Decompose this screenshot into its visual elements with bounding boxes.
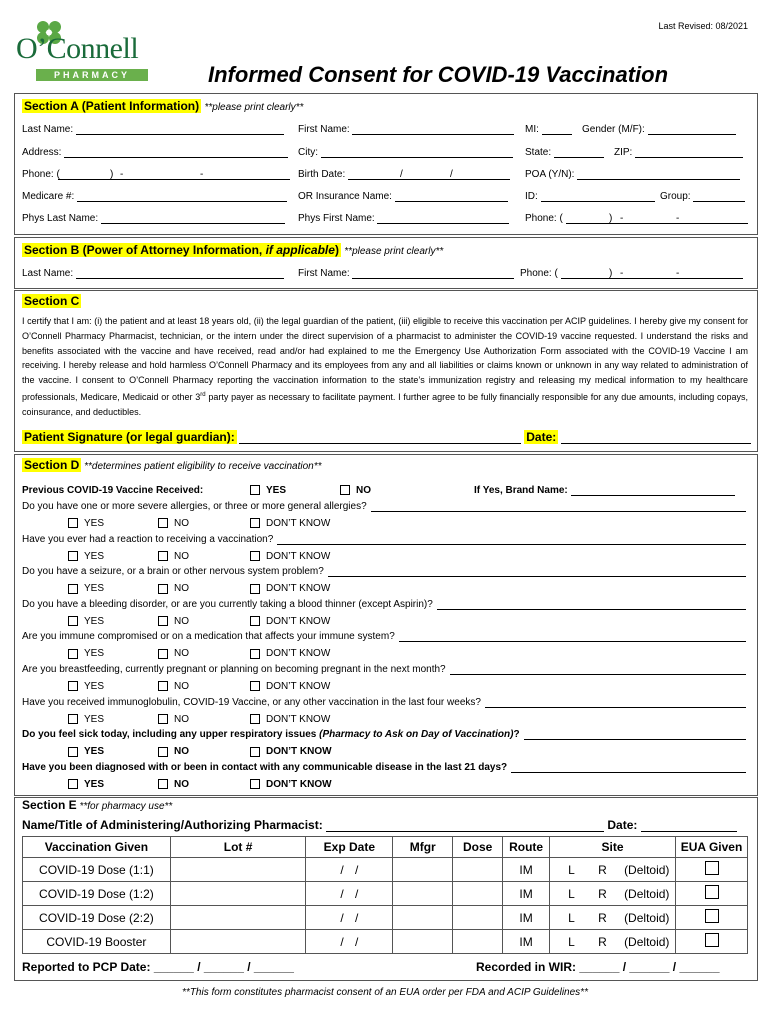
question-answer-line[interactable]	[485, 697, 746, 708]
pharmacist-date-label: Date:	[607, 818, 638, 832]
site-label: (Deltoid)	[624, 862, 670, 877]
option-dont-know: DON’T KNOW	[250, 551, 330, 562]
section-c-title: Section C	[24, 294, 80, 308]
wir-date-field[interactable]: ______ / ______ / ______	[579, 960, 720, 974]
dont-know-checkbox[interactable]	[250, 584, 260, 594]
phone-dash-1: -	[120, 169, 124, 180]
site-label: (Deltoid)	[624, 934, 670, 949]
mfgr-cell[interactable]	[393, 930, 453, 954]
question-text: Have you received immunoglobulin, COVID-19 Vaccine, or any other vaccination in the last four weeks?	[22, 696, 481, 708]
medicare-label: Medicare #:	[22, 191, 75, 202]
question-answer-line[interactable]	[524, 729, 746, 740]
zip-field[interactable]	[635, 147, 743, 158]
yes-checkbox[interactable]	[68, 551, 78, 561]
dont-know-checkbox[interactable]	[250, 714, 260, 724]
no-checkbox[interactable]	[158, 714, 168, 724]
question-text: Have you been diagnosed with or been in contact with any communicable disease in the last 21 days?	[22, 761, 508, 773]
question-answer-line[interactable]	[328, 566, 746, 577]
section-c-header	[22, 294, 81, 308]
option-yes: YES	[68, 616, 104, 627]
mi-label: MI:	[525, 124, 539, 135]
question-row	[22, 697, 746, 711]
site-l[interactable]: L	[568, 862, 575, 877]
exp-cell[interactable]: / /	[306, 906, 393, 930]
birth-date-label: Birth Date:	[298, 169, 346, 180]
option-no: NO	[158, 583, 189, 594]
section-b-note: **please print clearly**	[344, 246, 444, 257]
option-no: NO	[158, 616, 189, 627]
pcp-date-field[interactable]: ______ / ______ / ______	[153, 960, 294, 974]
section-a-note: **please print clearly**	[204, 102, 304, 113]
dont-know-checkbox[interactable]	[250, 779, 260, 789]
table-row	[23, 930, 748, 954]
question-answer-line[interactable]	[371, 501, 746, 512]
eua-cell	[676, 858, 748, 882]
phys-phone-paren: )	[609, 213, 613, 224]
col-site: Site	[550, 837, 676, 858]
yes-checkbox[interactable]	[68, 616, 78, 626]
section-e-note: **for pharmacy use**	[79, 801, 173, 812]
question-text: Are you immune compromised or on a medication that affects your immune system?	[22, 631, 395, 643]
phone-dash-2: -	[200, 169, 204, 180]
section-e-title: Section E	[22, 798, 77, 812]
poa-phone-label: Phone: (	[520, 268, 558, 279]
poa-last-name-field[interactable]	[76, 268, 284, 279]
option-yes: YES	[68, 714, 104, 725]
option-no: NO	[158, 551, 189, 562]
brand-label: If Yes, Brand Name:	[474, 485, 568, 496]
prev-no-checkbox[interactable]	[340, 485, 350, 495]
route-cell: IM	[503, 906, 550, 930]
dont-know-checkbox[interactable]	[250, 551, 260, 561]
gender-field[interactable]	[648, 124, 736, 135]
dose-cell[interactable]	[453, 906, 503, 930]
phone-label: Phone: (	[22, 169, 60, 180]
state-label: State:	[525, 147, 552, 158]
mfgr-cell[interactable]	[393, 858, 453, 882]
yes-checkbox[interactable]	[68, 649, 78, 659]
option-dont-know: DON’T KNOW	[250, 681, 330, 692]
col-eua: EUA Given	[676, 837, 748, 858]
no-checkbox[interactable]	[158, 616, 168, 626]
section-d-note: **determines patient eligibility to receive vaccination**	[84, 461, 322, 472]
dont-know-checkbox[interactable]	[250, 681, 260, 691]
yes-checkbox[interactable]	[68, 714, 78, 724]
question-answer-line[interactable]	[399, 631, 746, 642]
yes-checkbox[interactable]	[68, 681, 78, 691]
option-yes: YES	[68, 648, 104, 659]
site-r[interactable]: R	[598, 934, 607, 949]
poa-first-name-label: First Name:	[298, 268, 350, 279]
logo-subtitle: PHARMACY	[36, 69, 148, 81]
phys-last-field[interactable]	[101, 213, 285, 224]
section-a-title: Section A (Patient Information)	[24, 99, 200, 113]
signature-field[interactable]	[239, 431, 521, 444]
no-checkbox[interactable]	[158, 681, 168, 691]
site-label: (Deltoid)	[624, 910, 670, 925]
signature-date-label: Date:	[526, 430, 557, 444]
address-label: Address:	[22, 147, 62, 158]
yes-checkbox[interactable]	[68, 518, 78, 528]
col-dose: Dose	[453, 837, 503, 858]
dont-know-checkbox[interactable]	[250, 649, 260, 659]
section-e-header	[22, 798, 172, 812]
option-yes: YES	[68, 779, 104, 790]
question-text: Do you feel sick today, including any upper respiratory issues (Pharmacy to Ask on Day of Vaccination)?	[22, 729, 520, 741]
vaccine-name: COVID-19 Dose (1:1)	[23, 858, 171, 882]
phys-phone-label: Phone: (	[525, 213, 563, 224]
vaccine-name: COVID-19 Booster	[23, 930, 171, 954]
exp-cell[interactable]: / /	[306, 882, 393, 906]
site-r[interactable]: R	[598, 886, 607, 901]
question-text: Do you have a seizure, or a brain or other nervous system problem?	[22, 566, 324, 578]
brand-field[interactable]	[571, 485, 735, 496]
exp-cell[interactable]: / /	[306, 930, 393, 954]
question-text: Do you have a bleeding disorder, or are you currently taking a blood thinner (except Aspirin)?	[22, 598, 433, 610]
prev-no-label: NO	[356, 485, 371, 496]
no-checkbox[interactable]	[158, 551, 168, 561]
prev-vaccine-row	[22, 485, 746, 499]
site-l[interactable]: L	[568, 886, 575, 901]
mfgr-cell[interactable]	[393, 906, 453, 930]
logo-name: O’Connell	[16, 32, 139, 65]
eua-checkbox[interactable]	[705, 885, 719, 899]
phys-last-label: Phys Last Name:	[22, 213, 99, 224]
row-insurance	[22, 191, 746, 205]
question-text: Do you have one or more severe allergies, or three or more general allergies?	[22, 501, 367, 512]
question-row	[22, 501, 746, 515]
state-field[interactable]	[554, 147, 604, 158]
question-answer-line[interactable]	[277, 534, 746, 545]
birth-slash-2: /	[450, 169, 453, 180]
site-cell	[550, 906, 676, 930]
row-physician	[22, 213, 746, 227]
dont-know-checkbox[interactable]	[250, 616, 260, 626]
gender-label: Gender (M/F):	[582, 124, 645, 135]
page-title: Informed Consent for COVID-19 Vaccination	[208, 62, 669, 87]
row-poa	[22, 268, 746, 282]
site-cell	[550, 858, 676, 882]
section-b-title: Section B (Power of Attorney Information, if applicable)	[24, 243, 339, 257]
question-answer-line[interactable]	[437, 599, 746, 610]
section-d-header	[22, 458, 321, 472]
route-cell: IM	[503, 882, 550, 906]
consent-text: I certify that I am: (i) the patient and at least 18 years old, (ii) the legal guardian of the patient, (iii) eligible to receive this vaccination per ACIP guidelines. I hereby give my consent for O’Connell Pharmacy Pharmacist, technician, or the intern under the direct supervision of a pharmacist to administer the COVID-19 vaccine requested. I understand the risks and benefits associated with the vaccine and have received, read and/or had explained to me the Emergency Use Authorization Form associated with the COVID-19 Vaccine I am receiving. I hereby release and hold harmless O’Connell Pharmacy and its employees from any and all liabilities or claims known or unknown in any way related to administration of the vaccine. I consent to O’Connell Pharmacy reporting the vaccination information to the state’s immunization registry and releasing my medical information to my healthcare professionals, Medicare, Medicaid or other 3rd party payer as necessary to facilitate payment. I further agree to be fully financially responsible for any due amounts, including copays, coinsurance, and deductibles.	[22, 316, 748, 417]
phys-phone-dash-2: -	[676, 213, 680, 224]
eua-checkbox[interactable]	[705, 933, 719, 947]
eua-cell	[676, 882, 748, 906]
vaccination-table	[22, 836, 748, 954]
dose-cell[interactable]	[453, 882, 503, 906]
lot-cell[interactable]	[170, 858, 306, 882]
dont-know-checkbox[interactable]	[250, 518, 260, 528]
birth-slash-1: /	[400, 169, 403, 180]
first-name-field[interactable]	[352, 124, 514, 135]
route-cell: IM	[503, 930, 550, 954]
insurance-label: OR Insurance Name:	[298, 191, 392, 202]
no-checkbox[interactable]	[158, 779, 168, 789]
question-answer-line[interactable]	[450, 664, 746, 675]
site-cell	[550, 882, 676, 906]
eua-cell	[676, 930, 748, 954]
option-no: NO	[158, 681, 189, 692]
question-row	[22, 599, 746, 613]
medicare-field[interactable]	[77, 191, 287, 202]
row-address	[22, 147, 746, 161]
prev-vaccine-label: Previous COVID-19 Vaccine Received:	[22, 485, 204, 496]
lot-cell[interactable]	[170, 882, 306, 906]
question-row	[22, 631, 746, 645]
route-cell: IM	[503, 858, 550, 882]
table-row	[23, 858, 748, 882]
option-dont-know: DON’T KNOW	[250, 746, 332, 757]
question-row	[22, 566, 746, 580]
insurance-field[interactable]	[395, 191, 508, 202]
col-vaccination: Vaccination Given	[23, 837, 171, 858]
dose-cell[interactable]	[453, 930, 503, 954]
id-field[interactable]	[541, 191, 655, 202]
last-name-field[interactable]	[76, 124, 284, 135]
eua-cell	[676, 906, 748, 930]
yes-checkbox[interactable]	[68, 584, 78, 594]
phys-first-field[interactable]	[377, 213, 509, 224]
pharmacist-row	[22, 818, 748, 832]
mi-field[interactable]	[542, 124, 572, 135]
table-row	[23, 882, 748, 906]
question-row	[22, 534, 746, 548]
question-row	[22, 664, 746, 678]
site-cell	[550, 930, 676, 954]
site-label: (Deltoid)	[624, 886, 670, 901]
dont-know-checkbox[interactable]	[250, 747, 260, 757]
poa-first-name-field[interactable]	[352, 268, 514, 279]
pharmacist-field[interactable]	[326, 819, 604, 832]
dose-cell[interactable]	[453, 858, 503, 882]
prev-yes-label: YES	[266, 485, 287, 496]
mfgr-cell[interactable]	[393, 882, 453, 906]
id-label: ID:	[525, 191, 538, 202]
option-yes: YES	[68, 551, 104, 562]
logo	[16, 18, 156, 88]
option-dont-know: DON’T KNOW	[250, 714, 330, 725]
option-dont-know: DON’T KNOW	[250, 583, 330, 594]
pcp-row	[22, 960, 294, 974]
eua-checkbox[interactable]	[705, 861, 719, 875]
section-d-title: Section D	[24, 458, 80, 472]
option-no: NO	[158, 648, 189, 659]
group-field[interactable]	[693, 191, 745, 202]
poa-label: POA (Y/N):	[525, 169, 575, 180]
vaccine-name: COVID-19 Dose (1:2)	[23, 882, 171, 906]
option-no: NO	[158, 779, 189, 790]
row-name	[22, 124, 746, 138]
poa-field[interactable]	[577, 169, 740, 180]
question-row	[22, 762, 746, 776]
pcp-label: Reported to PCP Date:	[22, 960, 151, 974]
row-phone	[22, 169, 746, 183]
birth-date-field[interactable]	[348, 169, 510, 180]
option-dont-know: DON’T KNOW	[250, 779, 332, 790]
option-no: NO	[158, 714, 189, 725]
address-field[interactable]	[64, 147, 288, 158]
phone-field[interactable]	[58, 169, 290, 180]
city-label: City:	[298, 147, 318, 158]
option-yes: YES	[68, 681, 104, 692]
no-checkbox[interactable]	[158, 649, 168, 659]
poa-phone-dash-2: -	[676, 268, 680, 279]
no-checkbox[interactable]	[158, 518, 168, 528]
col-mfgr: Mfgr	[393, 837, 453, 858]
option-no: NO	[158, 518, 189, 529]
footer-note: **This form constitutes pharmacist consent of an EUA order per FDA and ACIP Guidelines**	[182, 987, 588, 998]
col-lot: Lot #	[170, 837, 306, 858]
phone-paren: )	[110, 169, 114, 180]
group-label: Group:	[660, 191, 691, 202]
option-dont-know: DON’T KNOW	[250, 518, 330, 529]
phys-first-label: Phys First Name:	[298, 213, 375, 224]
question-text: Have you ever had a reaction to receiving a vaccination?	[22, 533, 274, 545]
option-yes: YES	[68, 746, 104, 757]
poa-phone-dash-1: -	[620, 268, 624, 279]
table-row	[23, 906, 748, 930]
option-yes: YES	[68, 583, 104, 594]
poa-phone-field[interactable]	[561, 268, 743, 279]
site-r[interactable]: R	[598, 862, 607, 877]
eua-checkbox[interactable]	[705, 909, 719, 923]
vaccine-name: COVID-19 Dose (2:2)	[23, 906, 171, 930]
site-l[interactable]: L	[568, 934, 575, 949]
city-field[interactable]	[321, 147, 513, 158]
signature-row	[22, 430, 748, 444]
section-b-header	[22, 243, 443, 257]
col-route: Route	[503, 837, 550, 858]
poa-last-name-label: Last Name:	[22, 268, 74, 279]
no-checkbox[interactable]	[158, 584, 168, 594]
option-dont-know: DON’T KNOW	[250, 648, 330, 659]
no-checkbox[interactable]	[158, 747, 168, 757]
phys-phone-field[interactable]	[566, 213, 748, 224]
question-row	[22, 729, 746, 743]
site-r[interactable]: R	[598, 910, 607, 925]
first-name-label: First Name:	[298, 124, 350, 135]
wir-row	[476, 960, 720, 974]
pharmacist-date-field[interactable]	[641, 819, 737, 832]
question-text: Are you breastfeeding, currently pregnant or planning on becoming pregnant in the next month?	[22, 664, 446, 675]
option-yes: YES	[68, 518, 104, 529]
revised-date: Last Revised: 08/2021	[658, 21, 748, 31]
section-a-header	[22, 99, 303, 113]
option-dont-know: DON’T KNOW	[250, 616, 330, 627]
zip-label: ZIP:	[614, 147, 633, 158]
exp-cell[interactable]: / /	[306, 858, 393, 882]
site-l[interactable]: L	[568, 910, 575, 925]
yes-checkbox[interactable]	[68, 779, 78, 789]
phys-phone-dash-1: -	[620, 213, 624, 224]
yes-checkbox[interactable]	[68, 747, 78, 757]
signature-label: Patient Signature (or legal guardian):	[24, 430, 235, 444]
lot-cell[interactable]	[170, 906, 306, 930]
signature-date-field[interactable]	[561, 431, 751, 444]
question-answer-line[interactable]	[511, 762, 746, 773]
pharmacist-label: Name/Title of Administering/Authorizing Pharmacist:	[22, 818, 323, 832]
option-no: NO	[158, 746, 189, 757]
table-header-row	[23, 837, 748, 858]
col-exp: Exp Date	[306, 837, 393, 858]
wir-label: Recorded in WIR:	[476, 960, 577, 974]
poa-phone-paren: )	[609, 268, 613, 279]
lot-cell[interactable]	[170, 930, 306, 954]
last-name-label: Last Name:	[22, 124, 74, 135]
prev-yes-checkbox[interactable]	[250, 485, 260, 495]
